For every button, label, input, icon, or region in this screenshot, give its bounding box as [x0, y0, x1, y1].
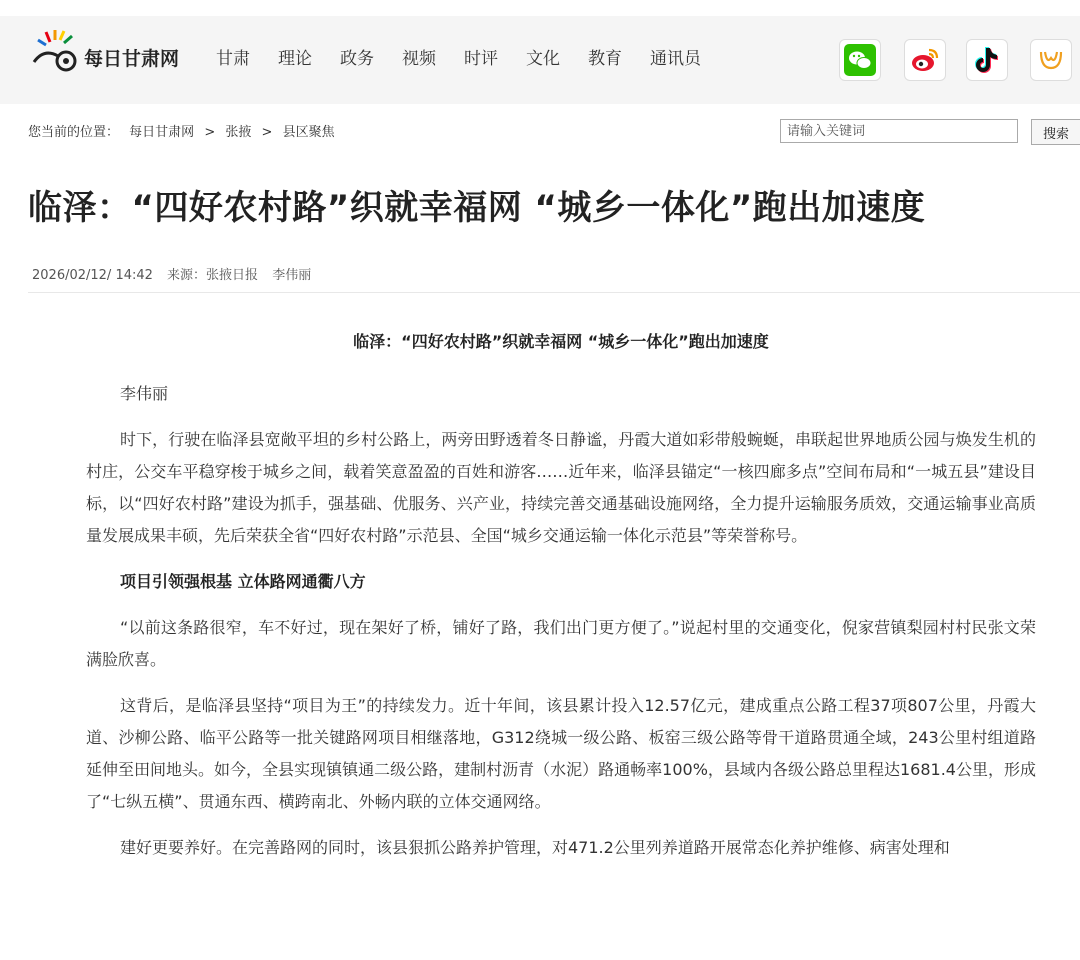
wechat-icon	[844, 44, 876, 76]
search-input[interactable]	[780, 119, 1018, 143]
breadcrumb-item-home[interactable]: 每日甘肃网	[129, 125, 195, 140]
nav-item-gansu[interactable]: 甘肃	[216, 49, 250, 69]
tiktok-icon	[971, 44, 1003, 76]
nav-item-politics[interactable]: 政务	[340, 49, 374, 69]
divider	[28, 292, 1080, 293]
article-source: 来源：张掖日报	[167, 268, 259, 283]
nav-item-correspondent[interactable]: 通讯员	[650, 49, 701, 69]
content-title: 临泽：“四好农村路”织就幸福网 “城乡一体化”跑出加速度	[353, 332, 769, 351]
content-author: 李伟丽	[120, 384, 169, 403]
article-date: 2026/02/12/ 14:42	[32, 268, 153, 283]
paragraph: 这背后，是临泽县坚持“项目为王”的持续发力。近十年间，该县累计投入12.57亿元，建成重点公路工程37项807公里，丹霞大道、沙柳公路、临平公路等一批关键路网项目相继落地，G312绕城一级公路、板窑三级公路等骨干道路贯通全域，243公里村组道路延伸至田间地头。如今，全县实现镇镇通二级公路，建制村沥青（水泥）路通畅率100%，县域内各级公路总里程达1681.4公里，形成了“七纵五横”、贯通东西、横跨南北、外畅内联的立体交通网络。	[86, 696, 1036, 811]
nav-item-theory[interactable]: 理论	[278, 49, 312, 69]
breadcrumb-separator: >	[204, 125, 216, 140]
breadcrumb-item-zhangye[interactable]: 张掖	[225, 125, 252, 140]
breadcrumb-separator: >	[261, 125, 273, 140]
article-body	[86, 326, 1036, 878]
article-meta	[32, 264, 321, 283]
weibo-icon	[909, 44, 941, 76]
section-heading: 项目引领强根基 立体路网通衢八方	[120, 572, 366, 591]
breadcrumb	[28, 121, 341, 140]
paragraph: 建好更要养好。在完善路网的同时，该县狠抓公路养护管理，对471.2公里列养道路开展常态化养护维修、病害处理和	[120, 838, 950, 857]
nav-item-commentary[interactable]: 时评	[464, 49, 498, 69]
weibo-link[interactable]	[904, 39, 946, 81]
search-button[interactable]: 搜索	[1031, 119, 1080, 145]
paragraph: 时下，行驶在临泽县宽敞平坦的乡村公路上，两旁田野透着冬日静谧，丹霞大道如彩带般蜿蜒，串联起世界地质公园与焕发生机的村庄，公交车平稳穿梭于城乡之间，载着笑意盈盈的百姓和游客……近年来，临泽县锚定“一核四廊多点”空间布局和“一城五县”建设目标，以“四好农村路”建设为抓手，强基础、优服务、兴产业，持续完善交通基础设施网络，全力提升运输服务质效，交通运输事业高质量发展成果丰硕，先后荣获全省“四好农村路”示范县、全国“城乡交通运输一体化示范县”等荣誉称号。	[86, 430, 1036, 545]
main-nav	[216, 44, 729, 69]
wenchuang-icon	[1035, 44, 1067, 76]
site-header	[0, 16, 1080, 104]
breadcrumb-item-county[interactable]: 县区聚焦	[282, 125, 335, 140]
site-logo[interactable]	[32, 28, 202, 78]
nav-item-education[interactable]: 教育	[588, 49, 622, 69]
wenchuang-link[interactable]	[1030, 39, 1072, 81]
logo-icon	[32, 28, 88, 78]
article-author: 李伟丽	[272, 268, 312, 283]
nav-item-video[interactable]: 视频	[402, 49, 436, 69]
paragraph: “以前这条路很窄，车不好过，现在架好了桥，铺好了路，我们出门更方便了。”说起村里的交通变化，倪家营镇梨园村村民张文荣满脸欣喜。	[86, 618, 1036, 669]
wechat-link[interactable]	[839, 39, 881, 81]
site-name: 每日甘肃网	[84, 48, 180, 70]
article-title: 临泽：“四好农村路”织就幸福网 “城乡一体化”跑出加速度	[28, 188, 926, 228]
breadcrumb-prefix: 您当前的位置：	[28, 125, 120, 140]
nav-item-culture[interactable]: 文化	[526, 49, 560, 69]
tiktok-link[interactable]	[966, 39, 1008, 81]
